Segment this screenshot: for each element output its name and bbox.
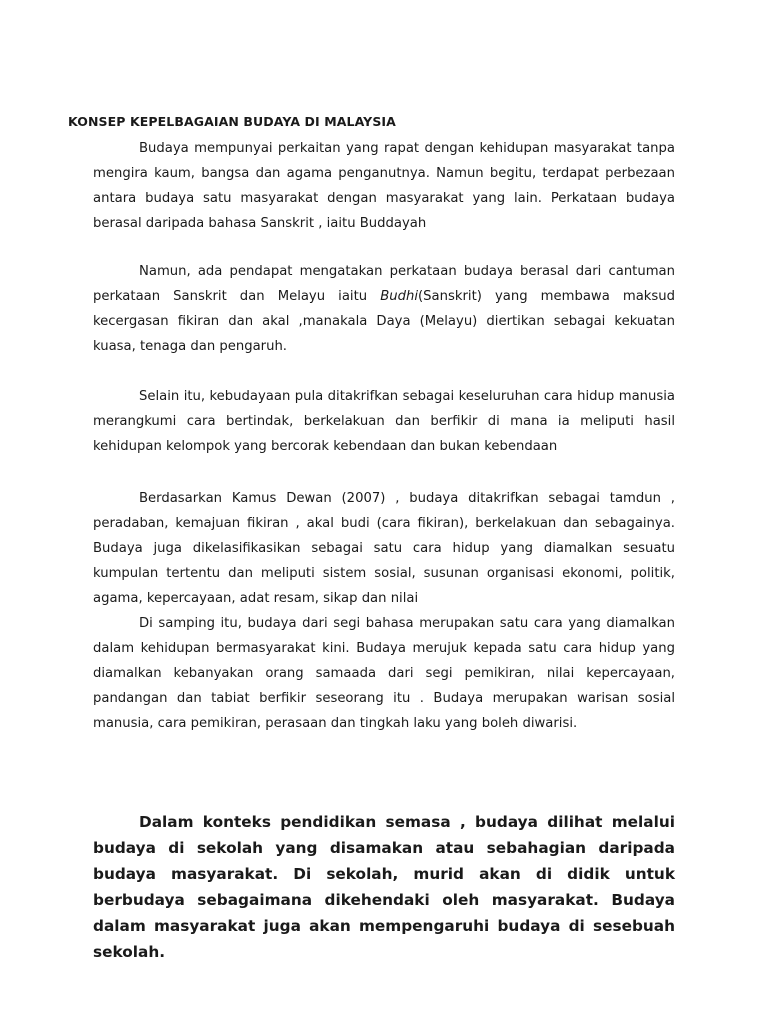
document-heading: KONSEP KEPELBAGAIAN BUDAYA DI MALAYSIA xyxy=(68,114,396,129)
paragraph-pendidikan: Dalam konteks pendidikan semasa , budaya dilihat melalui budaya di sekolah yang disamakan atau sebahagian daripada budaya masyarakat. Di sekolah, murid akan di didik untuk berbudaya sebagaimana dikehendaki oleh masyarakat. Budaya dalam masyarakat juga akan mempengaruhi budaya di sesebuah sekolah. xyxy=(93,813,675,961)
italic-term: Budhi xyxy=(380,289,419,304)
paragraph-kebudayaan: Selain itu, kebudayaan pula ditakrifkan sebagai keseluruhan cara hidup manusia merangkumi cara bertindak, berkelakuan dan berfikir di mana ia meliputi hasil kehidupan kelompok yang bercorak kebendaan dan bukan kebendaan xyxy=(93,389,675,454)
paragraph-text: (Sanskrit) yang membawa maksud kecergasan fikiran dan akal ,manakala Daya (Melayu) diertikan sebagai kekuatan kuasa, tenaga dan pengaruh. xyxy=(93,289,676,354)
paragraph-text: Namun, ada pendapat mengatakan perkataan budaya berasal dari cantuman perkataan Sanskrit dan Melayu iaitu xyxy=(93,264,675,304)
paragraph-kamus-dewan: Berdasarkan Kamus Dewan (2007) , budaya ditakrifkan sebagai tamdun , peradaban, kemajuan fikiran , akal budi (cara fikiran), berkelakuan dan sebagainya. Budaya juga dikelasifikasikan sebagai satu cara hidup yang diamalkan sesuatu kumpulan tertentu dan meliputi sistem sosial, susunan organisasi ekonomi, politik, agama, kepercayaan, adat resam, sikap dan nilai xyxy=(93,491,675,606)
paragraph-budaya-origin xyxy=(93,259,675,359)
paragraph-budaya-definition: Budaya mempunyai perkaitan yang rapat dengan kehidupan masyarakat tanpa mengira kaum, bangsa dan agama penganutnya. Namun begitu, terdapat perbezaan antara budaya satu masyarakat dengan masyarakat yang lain. Perkataan budaya berasal daripada bahasa Sanskrit , iaitu Buddayah xyxy=(93,141,675,231)
paragraph-bahasa: Di samping itu, budaya dari segi bahasa merupakan satu cara yang diamalkan dalam kehidupan bermasyarakat kini. Budaya merujuk kepada satu cara hidup yang diamalkan kebanyakan orang samaada dari segi pemikiran, nilai kepercayaan, pandangan dan tabiat berfikir seseorang itu . Budaya merupakan warisan sosial manusia, cara pemikiran, perasaan dan tingkah laku yang boleh diwarisi. xyxy=(93,616,675,731)
